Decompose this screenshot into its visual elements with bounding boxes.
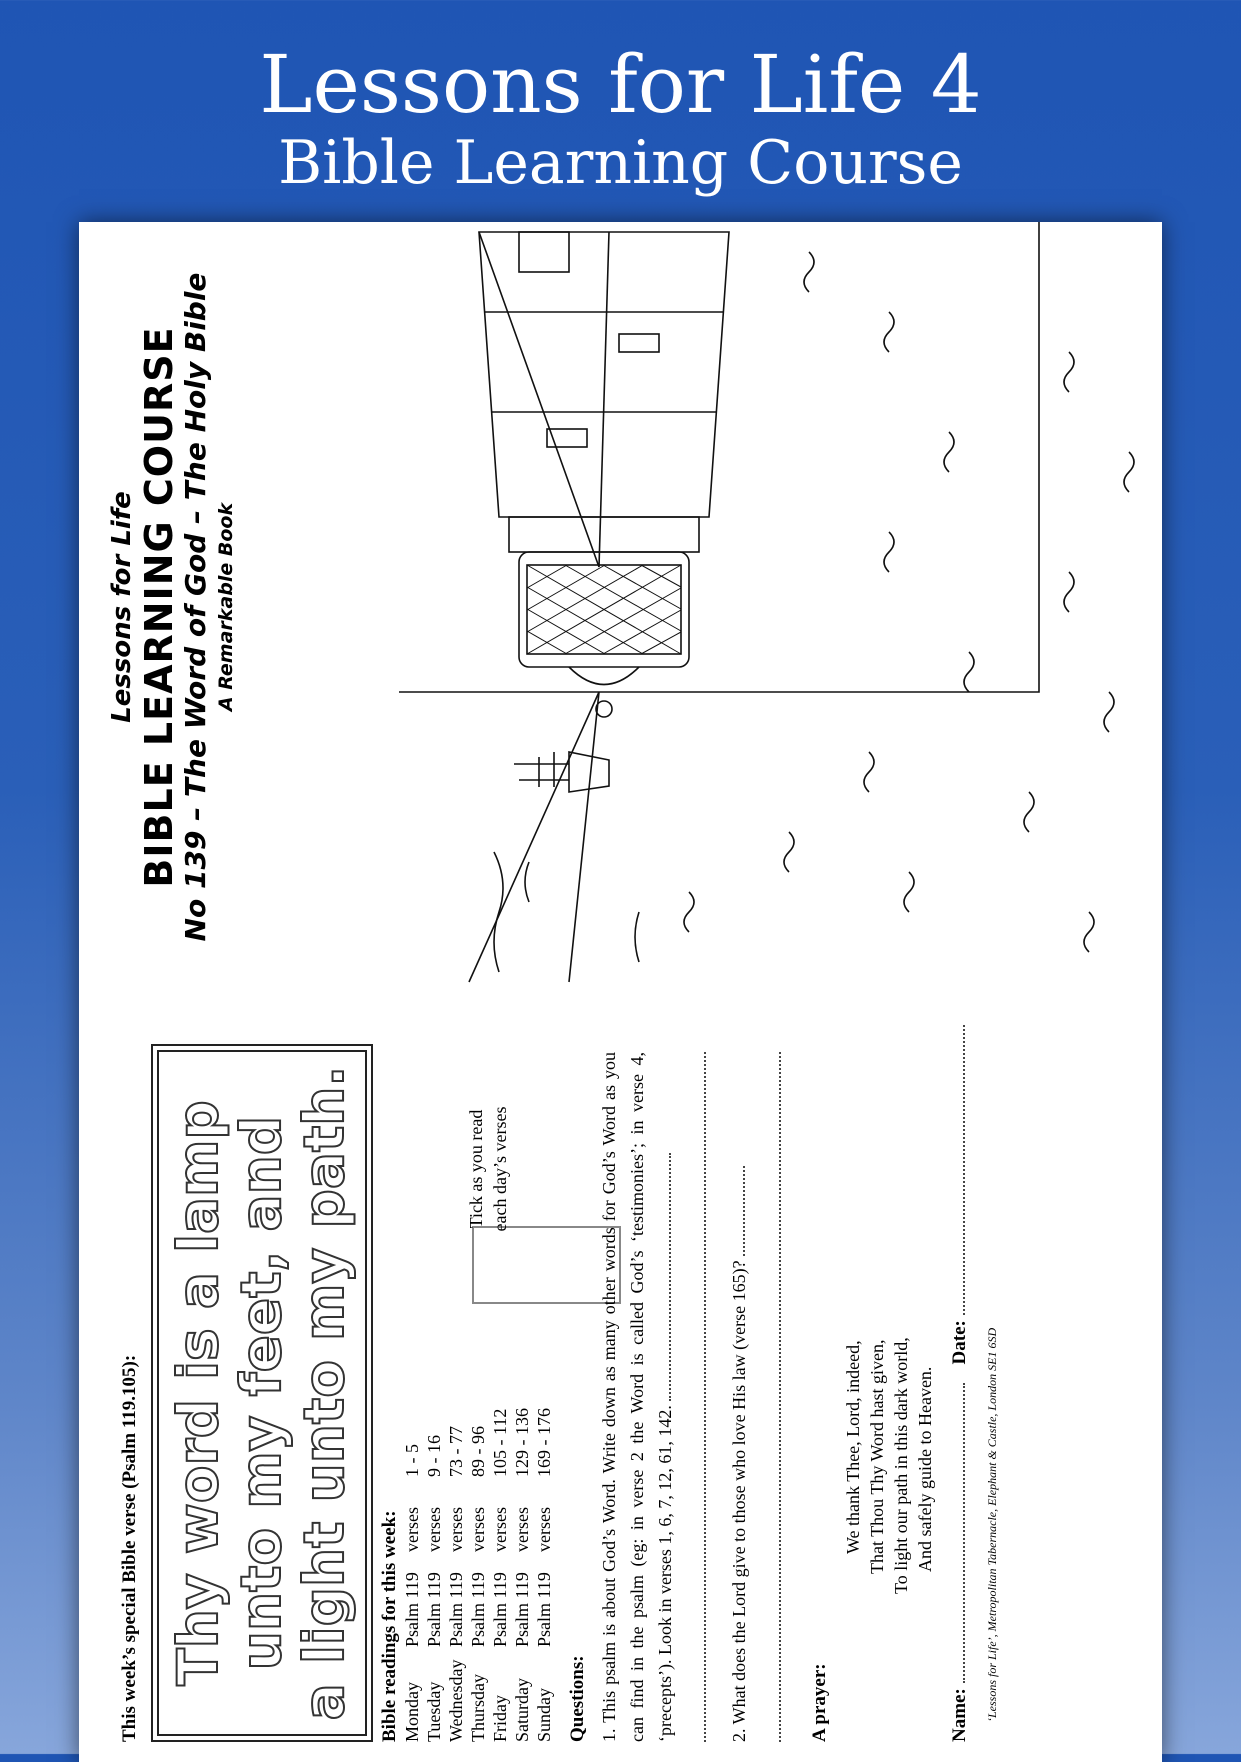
worksheet-right-panel xyxy=(79,222,1162,992)
prayer-line: We thank Thee, Lord, indeed, xyxy=(843,1340,863,1554)
lantern-lattice xyxy=(527,565,681,654)
answer-line[interactable] xyxy=(704,1052,706,1742)
readings-title: Bible readings for this week: xyxy=(379,1510,400,1742)
answer-line[interactable] xyxy=(669,1153,671,1401)
reading-row xyxy=(445,1377,467,1742)
reading-range: 9 - 16 xyxy=(424,1435,444,1477)
date-label: Date: xyxy=(949,1320,970,1365)
reading-book: Psalm 119 xyxy=(512,1572,532,1647)
prayer-title: A prayer: xyxy=(809,1663,830,1742)
tower-door xyxy=(519,232,569,272)
worksheet-left-panel xyxy=(79,992,1162,1762)
reading-word: verses xyxy=(402,1507,422,1552)
reading-range: 169 - 176 xyxy=(534,1408,554,1477)
reading-word: verses xyxy=(468,1507,488,1552)
lighthouse-illustration xyxy=(269,222,1162,992)
date-field[interactable] xyxy=(963,1025,965,1315)
course-number: No 139 – The Word of God – The Holy Bible xyxy=(179,272,212,942)
tower-window xyxy=(619,334,659,352)
reading-day: Wednesday xyxy=(446,1659,466,1742)
reading-row xyxy=(467,1377,489,1742)
reading-row xyxy=(511,1377,533,1742)
questions-title: Questions: xyxy=(567,1655,588,1742)
tick-label: Tick as you read each day’s verses xyxy=(466,1106,510,1232)
lantern-dome xyxy=(569,667,639,685)
reading-book: Psalm 119 xyxy=(402,1572,422,1647)
reading-row xyxy=(489,1377,511,1742)
verse-line: unto my feet, and xyxy=(229,1115,293,1671)
reading-word: verses xyxy=(512,1507,532,1552)
reading-book: Psalm 119 xyxy=(490,1572,510,1647)
reading-word: verses xyxy=(424,1507,444,1552)
name-label: Name: xyxy=(949,1688,970,1742)
reading-range: 129 - 136 xyxy=(512,1408,532,1477)
prayer-line: And safely guide to Heaven. xyxy=(915,1366,935,1572)
reading-row xyxy=(533,1377,555,1742)
name-field[interactable] xyxy=(963,1383,965,1683)
readings-table xyxy=(401,1377,555,1742)
worksheet-rotated-content xyxy=(79,222,1162,1762)
lantern-finial xyxy=(596,701,612,717)
light-beam xyxy=(469,692,599,982)
course-series-title: Lessons for Life xyxy=(107,491,137,723)
prayer-line: To light our path in this dark world, xyxy=(891,1337,911,1594)
reading-word: verses xyxy=(446,1507,466,1552)
reading-book: Psalm 119 xyxy=(424,1572,444,1647)
course-subtitle: A Remarkable Book xyxy=(215,502,237,712)
name-date-row xyxy=(949,1025,971,1742)
reading-word: verses xyxy=(534,1507,554,1552)
reading-day: Monday xyxy=(402,1682,422,1742)
reading-range: 89 - 96 xyxy=(468,1426,488,1477)
page-subtitle: Bible Learning Course xyxy=(278,128,963,198)
verse-line: Thy word is a lamp xyxy=(166,1100,230,1686)
distant-land xyxy=(494,852,639,972)
reading-book: Psalm 119 xyxy=(534,1572,554,1647)
prayer-text xyxy=(841,1337,937,1594)
reading-range: 73 - 77 xyxy=(446,1426,466,1477)
reading-range: 1 - 5 xyxy=(402,1444,422,1477)
reading-range: 105 - 112 xyxy=(490,1408,510,1477)
reading-book: Psalm 119 xyxy=(446,1572,466,1647)
gallery-ring xyxy=(509,517,699,552)
verse-text xyxy=(167,1046,356,1740)
worksheet-page xyxy=(79,222,1162,1762)
reading-day: Saturday xyxy=(512,1678,532,1742)
reading-day: Sunday xyxy=(534,1688,554,1742)
verse-label: This week’s special Bible verse (Psalm 119.105): xyxy=(119,1354,140,1742)
reading-book: Psalm 119 xyxy=(468,1572,488,1647)
sea-waves xyxy=(684,252,1134,952)
reading-word: verses xyxy=(490,1507,510,1552)
reading-row xyxy=(423,1377,445,1742)
reading-day: Thursday xyxy=(468,1674,488,1742)
light-beam xyxy=(569,692,599,982)
answer-line[interactable] xyxy=(743,1166,745,1256)
question-1-wrap xyxy=(595,1052,679,1742)
reading-day: Tuesday xyxy=(424,1681,444,1742)
course-title: BIBLE LEARNING COURSE xyxy=(137,326,181,888)
verse-line: a light unto my path. xyxy=(292,1065,356,1721)
question-2-wrap xyxy=(725,1052,753,1742)
question-2: 2. What does the Lord give to those who love His law (verse 165)? xyxy=(729,1260,749,1742)
ship-sails xyxy=(514,752,569,787)
page-title: Lessons for Life 4 xyxy=(259,38,982,131)
verse-box xyxy=(151,1044,373,1742)
reading-row xyxy=(401,1377,423,1742)
answer-line[interactable] xyxy=(779,1052,781,1742)
prayer-line: That Thou Thy Word hast given, xyxy=(867,1339,887,1574)
question-1: 1. This psalm is about God’s Word. Write down as many other words for God’s Word as you can find in the psalm (eg: in verse 2 the Word is called God’s ‘testimonies’; in verse 4, ‘precepts’). Look in verses 1, 6, 7, 12, 61, 142. xyxy=(599,1052,675,1742)
reading-day: Friday xyxy=(490,1695,510,1742)
credit-line: ‘Lessons for Life’, Metropolitan Tabernacle, Elephant & Castle, London SE1 6SD xyxy=(985,1327,999,1722)
